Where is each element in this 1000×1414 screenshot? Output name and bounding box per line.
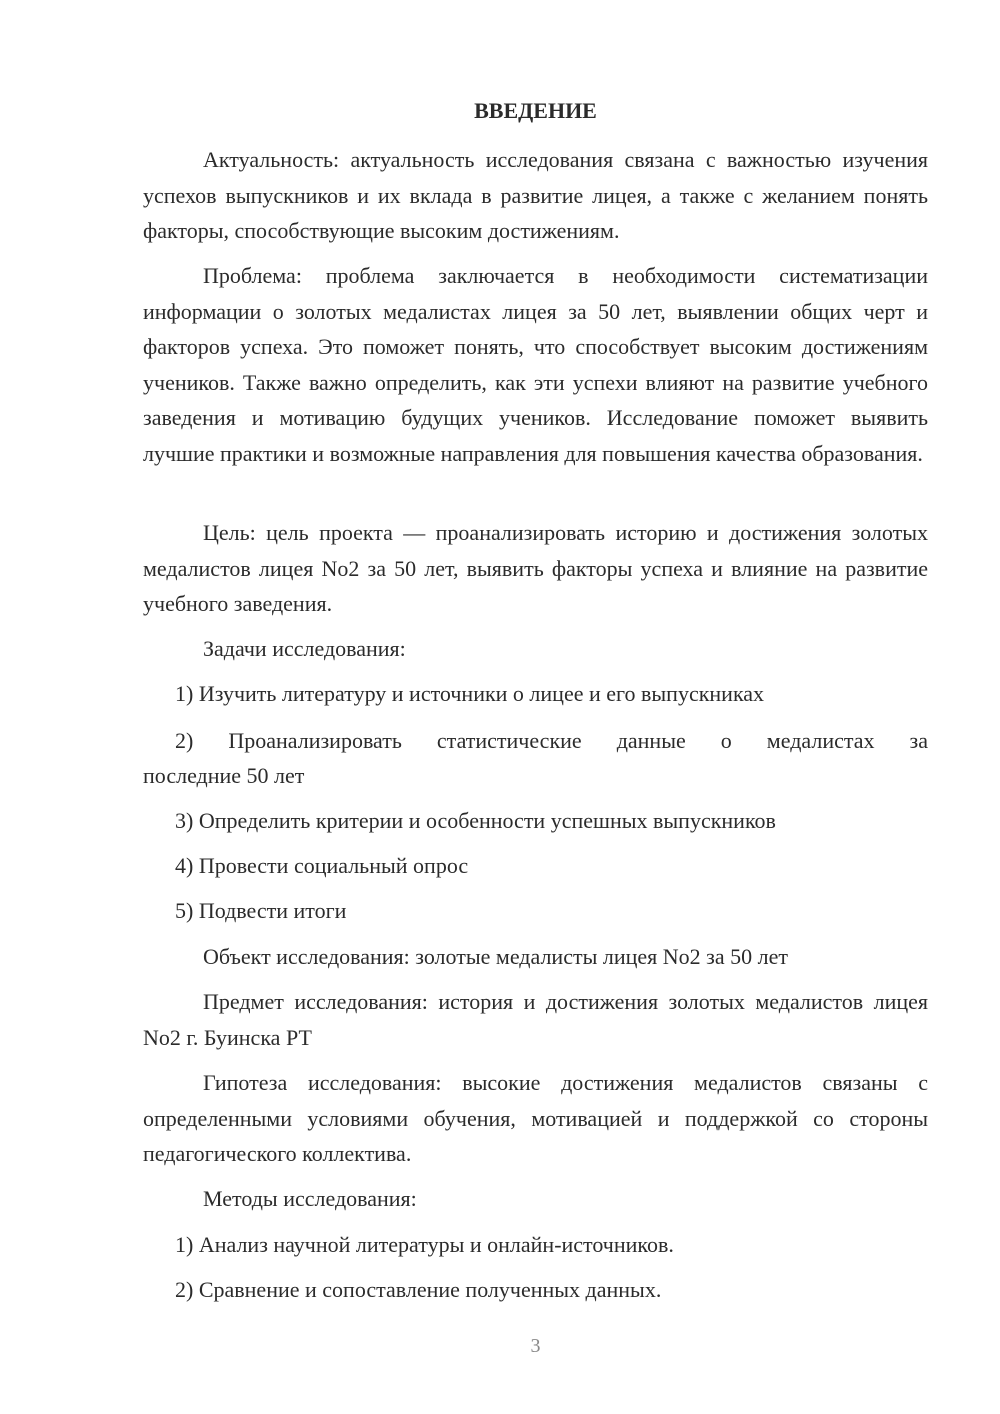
section-title: ВВЕДЕНИЕ [474,98,597,123]
hypothesis-paragraph: Гипотеза исследования: высокие достижения медалистов связаны с определенными условиями обучения, мотивацией и поддержкой со стороны педагогического коллектива. [143,1070,928,1166]
subject-paragraph: Предмет исследования: история и достижения золотых медалистов лицея No2 г. Буинска РТ [143,989,928,1050]
method-item-1: 1) Анализ научной литературы и онлайн-источников. [175,1232,674,1257]
task-item-5: 5) Подвести итоги [175,898,347,923]
task-item-3: 3) Определить критерии и особенности успешных выпускников [175,808,776,833]
relevance-paragraph: Актуальность: актуальность исследования связана с важностью изучения успехов выпускников и их вклада в развитие лицея, а также с желанием понять факторы, способствующие высоким достижениям. [143,147,928,243]
task-item-4: 4) Провести социальный опрос [175,853,469,878]
object-paragraph: Объект исследования: золотые медалисты лицея No2 за 50 лет [203,944,788,969]
method-item-2: 2) Сравнение и сопоставление полученных данных. [175,1277,662,1302]
document-page [143,0,928,1414]
tasks-heading: Задачи исследования: [203,636,406,661]
goal-paragraph: Цель: цель проекта — проанализировать историю и достижения золотых медалистов лицея No2 за 50 лет, выявить факторы успеха и влияние на развитие учебного заведения. [143,520,928,616]
task-item-1: 1) Изучить литературу и источники о лицее и его выпускниках [175,681,765,706]
methods-heading: Методы исследования: [203,1186,417,1211]
task-item-2: 2) Проанализировать статистические данные о медалистах за [175,728,928,753]
page-number: 3 [530,1335,541,1357]
task-item-2-continuation: последние 50 лет [143,763,305,788]
problem-paragraph: Проблема: проблема заключается в необходимости систематизации информации о золотых медалистах лицея за 50 лет, выявлении общих черт и факторов успеха. Это поможет понять, что способствует высоким достижениям учеников. Также важно определить, как эти успехи влияют на развитие учебного заведения и мотивацию будущих учеников. Исследование поможет выявить лучшие практики и возможные направления для повышения качества образования. [143,263,928,466]
